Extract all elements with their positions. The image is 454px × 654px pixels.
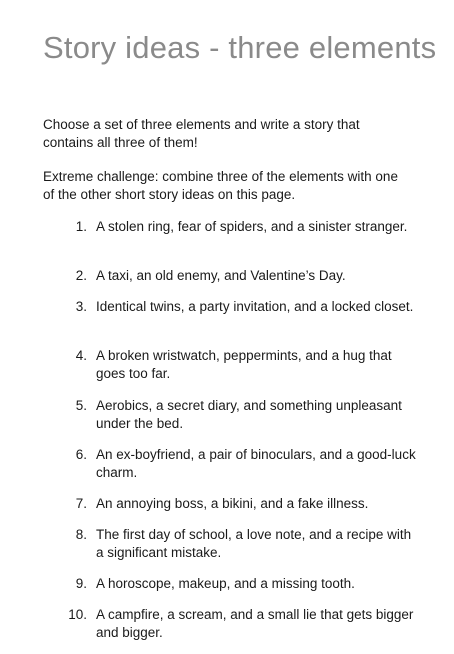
- item-text: Aerobics, a secret diary, and something unpleasant under the bed.: [96, 398, 402, 431]
- item-number: 7.: [75, 496, 87, 511]
- page-title: Story ideas - three elements: [43, 30, 437, 65]
- item-text: Identical twins, a party invitation, and a locked closet.: [96, 299, 414, 314]
- item-text: The first day of school, a love note, and a recipe with a significant mistake.: [96, 527, 412, 560]
- item-number: 2.: [75, 268, 87, 283]
- item-text: A campfire, a scream, and a small lie that gets bigger and bigger.: [96, 607, 414, 640]
- item-number: 3.: [75, 299, 87, 314]
- item-number: 1.: [75, 219, 87, 234]
- item-number: 10.: [68, 607, 87, 622]
- item-text: An ex-boyfriend, a pair of binoculars, and a good-luck charm.: [96, 447, 416, 480]
- item-number: 8.: [75, 527, 87, 542]
- item-text: A broken wristwatch, peppermints, and a hug that goes too far.: [96, 348, 392, 381]
- item-text: A stolen ring, fear of spiders, and a sinister stranger.: [96, 219, 408, 234]
- item-text: An annoying boss, a bikini, and a fake illness.: [96, 496, 369, 511]
- item-number: 9.: [75, 576, 87, 591]
- item-number: 6.: [75, 447, 87, 462]
- item-number: 5.: [75, 398, 87, 413]
- item-text: A horoscope, makeup, and a missing tooth.: [96, 576, 355, 591]
- intro-paragraph: Choose a set of three elements and write a story that contains all three of them!: [43, 117, 360, 150]
- challenge-paragraph: Extreme challenge: combine three of the elements with one of the other short story ideas on this page.: [43, 169, 398, 202]
- item-number: 4.: [75, 348, 87, 363]
- item-text: A taxi, an old enemy, and Valentine’s Day.: [96, 268, 346, 283]
